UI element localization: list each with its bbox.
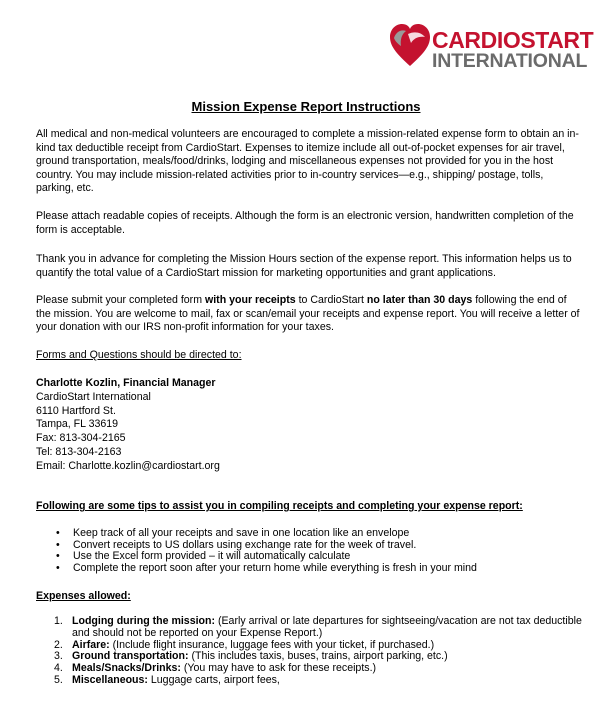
contact-tel: Tel: 813-304-2163 — [36, 445, 122, 458]
submission-paragraph — [36, 294, 581, 335]
submission-text-1: Please submit your completed form — [36, 294, 205, 306]
item-number: 5. — [54, 673, 63, 686]
tip-text: Complete the report soon after your return home while everything is fresh in your mind — [73, 561, 477, 574]
expense-text: (Include flight insurance, luggage fees with your ticket, if purchased.) — [109, 638, 435, 651]
expense-text: (You may have to ask for these receipts.) — [180, 662, 377, 675]
expense-text: Luggage carts, airport fees, — [147, 673, 280, 686]
list-item — [56, 563, 576, 575]
submission-text-2: to CardioStart — [295, 294, 367, 306]
mission-hours-paragraph: Thank you in advance for completing the Mission Hours section of the expense report. This information helps us to quantify the total value of a CardioStart mission for marketing opportunities and grant applications. — [36, 253, 572, 279]
item-number: 4. — [54, 662, 63, 675]
tip-text: Keep track of all your receipts and save in one location like an envelope — [73, 527, 410, 539]
logo-text-cardiostart: CARDIOSTART — [432, 27, 594, 53]
bullet-icon: • — [56, 527, 60, 539]
contact-name: Charlotte Kozlin, Financial Manager — [36, 377, 216, 389]
expense-label: Airfare: — [72, 638, 110, 651]
expense-label: Ground transportation: — [72, 650, 189, 663]
bullet-icon: • — [56, 561, 60, 574]
expense-label: Lodging during the mission: — [72, 615, 216, 627]
receipts-paragraph: Please attach readable copies of receipts. Although the form is an electronic version, handwritten completion of the form is acceptable. — [36, 210, 574, 236]
logo-text-international: INTERNATIONAL — [432, 50, 588, 72]
expense-text: (Early arrival or late departures for sightseeing/vacation are not tax deductible and should not be reported on your Expense Report.) — [72, 615, 582, 639]
heart-logo-icon — [388, 22, 432, 68]
submission-text-3: following the end of the mission. You are welcome to mail, fax or scan/email your receipts and expense report. You will receive a letter of your donation with our IRS non-profit information for your taxes. — [36, 294, 580, 334]
item-number: 1. — [54, 615, 63, 627]
contact-heading: Forms and Questions should be directed to: — [36, 349, 242, 361]
tip-text: Convert receipts to US dollars using exchange rate for the week of travel. — [73, 538, 417, 551]
expense-label: Meals/Snacks/Drinks: — [72, 662, 181, 675]
tips-list — [56, 528, 576, 574]
item-number: 3. — [54, 650, 63, 663]
expense-text: (This includes taxis, buses, trains, airport parking, etc.) — [188, 650, 448, 663]
expenses-list — [54, 616, 584, 687]
list-item — [54, 616, 584, 640]
contact-street: 6110 Hartford St. — [36, 404, 116, 417]
page-title: Mission Expense Report Instructions — [191, 99, 421, 114]
cardiostart-logo — [388, 20, 594, 72]
contact-fax: Fax: 813-304-2165 — [36, 432, 126, 445]
item-number: 2. — [54, 638, 63, 651]
submission-bold-receipts: with your receipts — [204, 294, 296, 306]
bullet-icon: • — [56, 538, 60, 551]
expense-label: Miscellaneous: — [72, 673, 148, 686]
expenses-heading: Expenses allowed: — [36, 590, 131, 602]
tip-text: Use the Excel form provided – it will automatically calculate — [73, 550, 351, 563]
list-item — [54, 675, 584, 687]
contact-block — [36, 377, 220, 474]
contact-org: CardioStart International — [36, 390, 151, 403]
intro-paragraph: All medical and non-medical volunteers are encouraged to complete a mission-related expense form to obtain an in-kind tax deductible receipt from CardioStart. Expenses to itemize include all out-of-pocket expenses for air travel, ground transportation, meals/food/drinks, lodging and miscellaneous expenses not provided for you in the host country. You may include mission-related activities prior to in-country services—e.g., shipping/ postage, tolls, parking, etc. — [36, 128, 579, 195]
tips-heading: Following are some tips to assist you in compiling receipts and completing your expense report: — [36, 500, 523, 512]
contact-city: Tampa, FL 33619 — [36, 418, 119, 431]
contact-email: Email: Charlotte.kozlin@cardiostart.org — [36, 459, 220, 472]
submission-bold-deadline: no later than 30 days — [366, 294, 473, 306]
bullet-icon: • — [56, 550, 60, 563]
